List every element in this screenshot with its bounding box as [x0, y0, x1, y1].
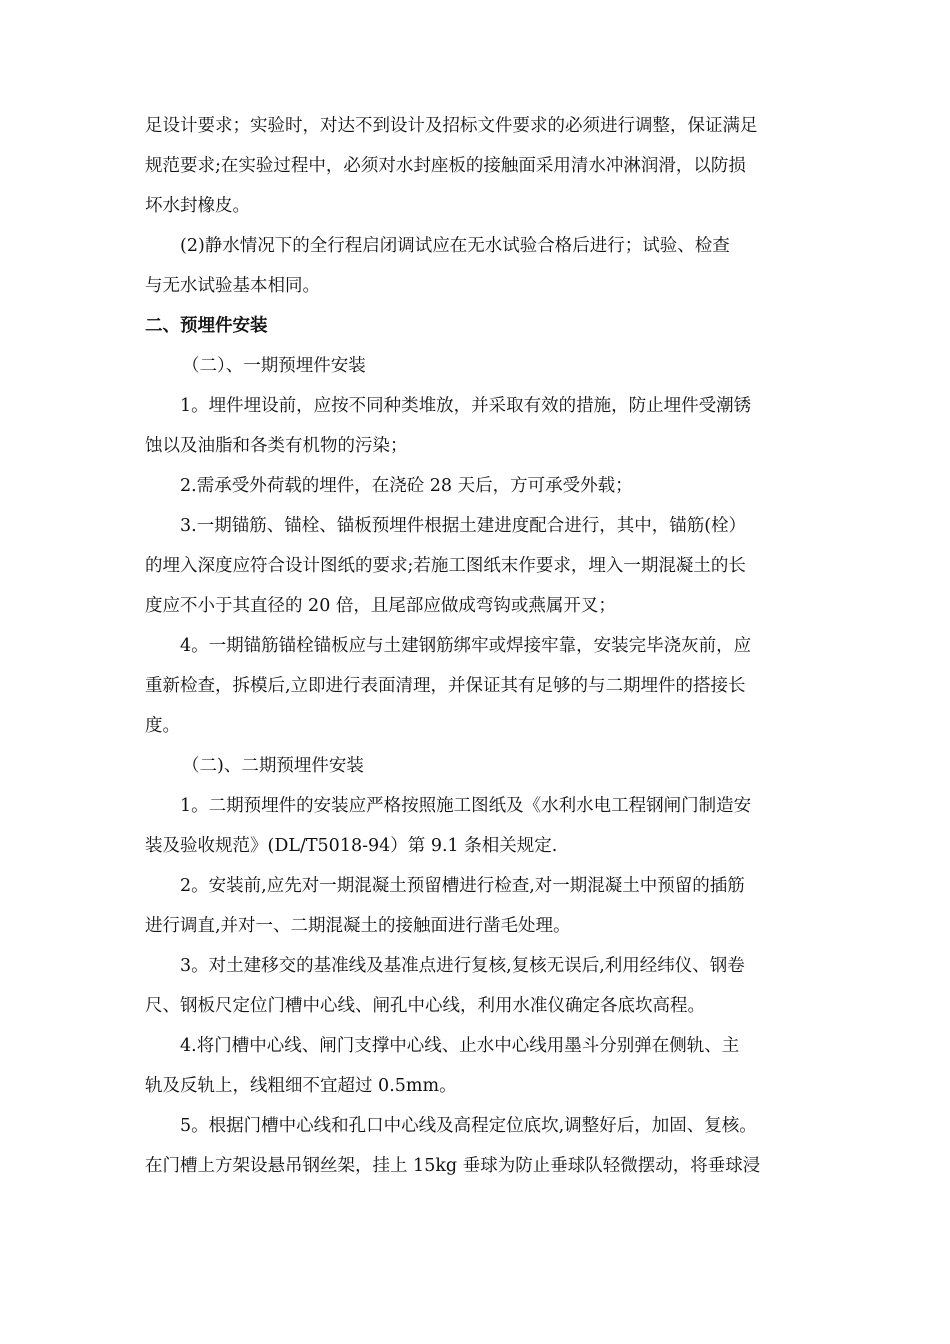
- section-heading: 二、预埋件安装: [145, 316, 268, 336]
- text-line: 的埋入深度应符合设计图纸的要求;若施工图纸末作要求，埋入一期混凝土的长: [145, 556, 746, 576]
- text-line: 2。安装前,应先对一期混凝土预留槽进行检查,对一期混凝土中预留的插筋: [180, 876, 745, 896]
- text-line: 1。埋件埋设前，应按不同种类堆放，并采取有效的措施，防止埋件受潮锈: [180, 396, 752, 416]
- text-line: 在门槽上方架设悬吊钢丝架，挂上 15kg 垂球为防止垂球队轻微摆动，将垂球浸: [145, 1156, 761, 1176]
- subsection-heading: （二)、二期预埋件安装: [182, 756, 364, 776]
- subsection-heading: （二）、一期预埋件安装: [182, 356, 366, 376]
- text-line: 轨及反轨上，线粗细不宜超过 0.5mm。: [145, 1076, 457, 1096]
- text-line: 5。根据门槽中心线和孔口中心线及高程定位底坎,调整好后，加固、复核。: [180, 1116, 757, 1136]
- text-line: 1。二期预埋件的安装应严格按照施工图纸及《水利水电工程钢闸门制造安: [180, 796, 752, 816]
- text-line: 4。一期锚筋锚栓锚板应与土建钢筋绑牢或焊接牢靠，安装完毕浇灰前，应: [180, 636, 752, 656]
- text-line: 4.将门槽中心线、闸门支撑中心线、止水中心线用墨斗分别弹在侧轨、主: [180, 1036, 740, 1056]
- text-line: 重新检查，拆模后,立即进行表面清理，并保证其有足够的与二期埋件的搭接长: [145, 676, 746, 696]
- text-line: 与无水试验基本相同。: [145, 276, 320, 296]
- text-line: 3.一期锚筋、锚栓、锚板预埋件根据土建进度配合进行，其中，锚筋(栓）: [180, 516, 747, 536]
- text-line: 进行调直,并对一、二期混凝土的接触面进行凿毛处理。: [145, 916, 571, 936]
- text-line: (2)静水情况下的全行程启闭调试应在无水试验合格后进行；试验、检查: [180, 236, 730, 256]
- text-line: 装及验收规范》(DL/T5018-94）第 9.1 条相关规定.: [145, 836, 558, 856]
- text-line: 蚀以及油脂和各类有机物的污染；: [145, 436, 408, 456]
- text-line: 3。对土建移交的基准线及基准点进行复核,复核无误后,利用经纬仪、钢卷: [180, 956, 745, 976]
- text-line: 度。: [145, 716, 180, 736]
- text-line: 规范要求;在实验过程中，必须对水封座板的接触面采用清水冲淋润滑，以防损: [145, 156, 746, 176]
- text-line: 度应不小于其直径的 20 倍，且尾部应做成弯钩或燕属开叉；: [145, 596, 616, 616]
- text-line: 足设计要求；实验时，对达不到设计及招标文件要求的必须进行调整，保证满足: [145, 116, 758, 136]
- text-line: 尺、钢板尺定位门槽中心线、闸孔中心线，利用水准仪确定各底坎高程。: [145, 996, 705, 1016]
- text-line: 坏水封橡皮。: [145, 196, 250, 216]
- text-line: 2.需承受外荷载的埋件，在浇砼 28 天后，方可承受外载；: [180, 476, 633, 496]
